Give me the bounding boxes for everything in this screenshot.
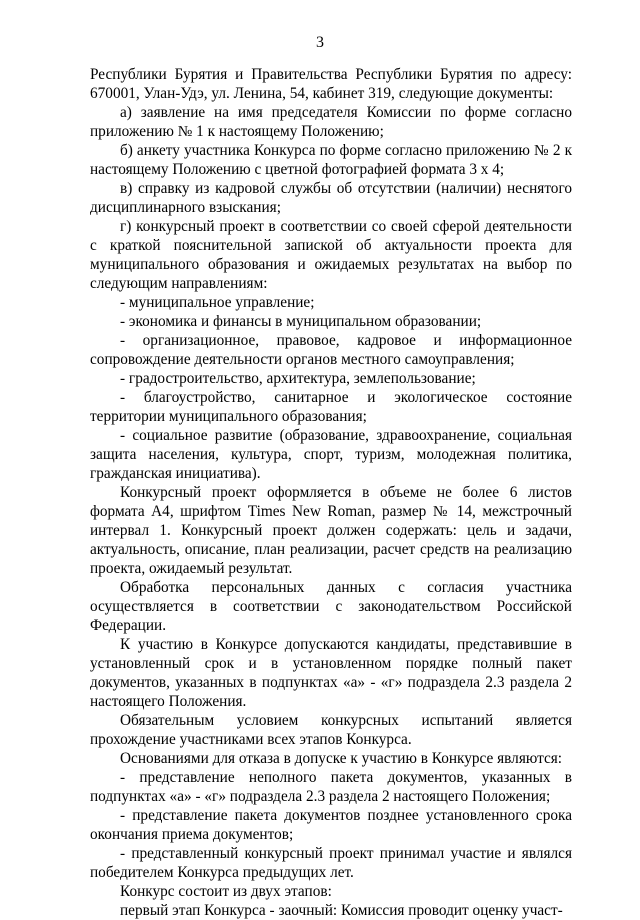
paragraph-personal-data: Обработка персональных данных с согласия участника осуществляется в соответствии с законодательством Российской Федерации.: [90, 579, 572, 634]
paragraph-item-g: г) конкурсный проект в соответствии со своей сферой деятельности с краткой пояснительной запиской об актуальности проекта для муниципального образования и ожидаемых результатах на выбор по следующим направлениям:: [90, 218, 572, 292]
list-item-refusal: - представление пакета документов позднее установленного срока окончания приема документов;: [90, 807, 572, 843]
paragraph-item-v: в) справку из кадровой службы об отсутствии (наличии) неснятого дисциплинарного взыскания;: [90, 180, 572, 216]
paragraph-first-stage: первый этап Конкурса - заочный: Комиссия проводит оценку участ-: [120, 902, 563, 919]
list-item-direction: - муниципальное управление;: [120, 294, 315, 311]
paragraph-stages: Конкурс состоит из двух этапов:: [120, 883, 332, 900]
list-item-direction: - социальное развитие (образование, здравоохранение, социальная защита населения, культура, спорт, туризм, молодежная политика, гражданская инициатива).: [90, 427, 572, 482]
list-item-direction: - организационное, правовое, кадровое и информационное сопровождение деятельности органов местного самоуправления;: [90, 332, 572, 368]
paragraph-item-b: б) анкету участника Конкурса по форме согласно приложению № 2 к настоящему Положению с цветной фотографией формата 3 х 4;: [90, 142, 572, 178]
paragraph-item-a: а) заявление на имя председателя Комиссии по форме согласно приложению № 1 к настоящему Положению;: [90, 104, 572, 140]
paragraph-admission: К участию в Конкурсе допускаются кандидаты, представившие в установленный срок и в установленном порядке полный пакет документов, указанных в подпунктах «а» - «г» подраздела 2.3 раздела 2 настоящего Положения.: [90, 636, 572, 710]
paragraph-refusal-grounds: Основаниями для отказа в допуске к участию в Конкурсе являются:: [120, 750, 563, 767]
document-body: [90, 65, 572, 920]
list-item-refusal: - представленный конкурсный проект принимал участие и являлся победителем Конкурса предыдущих лет.: [90, 845, 572, 881]
paragraph-project-format: Конкурсный проект оформляется в объеме не более 6 листов формата А4, шрифтом Times New Roman, размер № 14, межстрочный интервал 1. Конкурсный проект должен содержать: цель и задачи, актуальность, описание, план реализации, расчет средств на реализацию проекта, ожидаемый результат.: [90, 484, 572, 577]
list-item-direction: - градостроительство, архитектура, землепользование;: [120, 370, 476, 387]
list-item-direction: - экономика и финансы в муниципальном образовании;: [120, 313, 482, 330]
paragraph-continuation: Республики Бурятия и Правительства Республики Бурятия по адресу: 670001, Улан-Удэ, ул. Ленина, 54, кабинет 319, следующие документы:: [90, 66, 572, 102]
list-item-direction: - благоустройство, санитарное и экологическое состояние территории муниципального образования;: [90, 389, 572, 425]
paragraph-mandatory-condition: Обязательным условием конкурсных испытаний является прохождение участниками всех этапов Конкурса.: [90, 712, 572, 748]
page-number: 3: [316, 34, 324, 51]
list-item-refusal: - представление неполного пакета документов, указанных в подпунктах «а» - «г» подраздела 2.3 раздела 2 настоящего Положения;: [90, 769, 572, 805]
